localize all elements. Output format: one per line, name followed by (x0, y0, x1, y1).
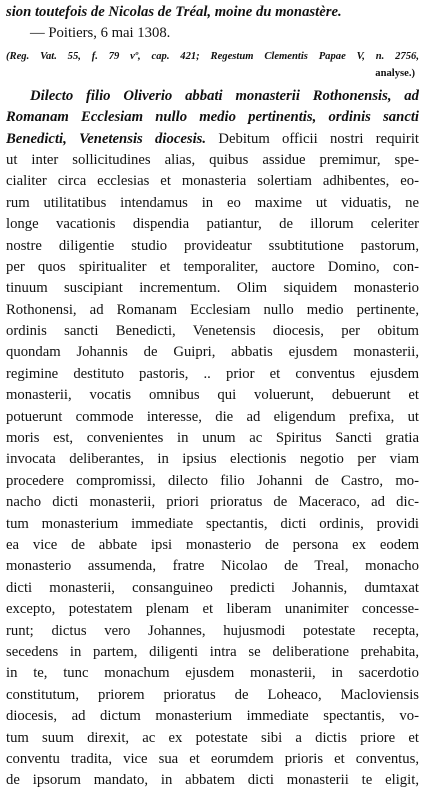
body-line: invocata deliberantes, in ipsius electionis negotio per viam (6, 451, 419, 468)
body-line: regimine destituto pastoris, .. prior et conventus ejusdem (6, 365, 419, 382)
body-line: monasterii, vocatis omnibus qui voluerunt, debuerunt et (6, 387, 419, 404)
body-line: procedere compromissi, dilecto filio Johanni de Castro, mo- (6, 472, 419, 489)
body-line: ut inter sollicitudines alias, quibus assidue premimur, spe- (6, 151, 419, 168)
body-line: conventu tradita, vice sua et eorumdem prioris et conventus, (6, 750, 419, 767)
body-line: Dilecto filio Oliverio abbati monasterii Rothonensis, ad (30, 87, 419, 104)
body-line: monasterio assumenda, fratre Nicolao de Treal, monacho (6, 558, 419, 575)
body-line: moris est, convenientes in unum ac Spiritus Sancti gratia (6, 430, 419, 447)
reference-line-1: (Reg. Vat. 55, f. 79 vº, cap. 421; Regestum Clementis Papae V, n. 2756, (6, 50, 419, 62)
heading-line-1: sion toutefois de Nicolas de Tréal, moine du monastère. (6, 4, 342, 20)
body-line: tinuum suscipiant incrementum. Olim siquidem monasterio (6, 280, 419, 297)
body-line: de ipsorum mandato, in abbatem dicti monasterii te eligit, (6, 772, 419, 789)
body-line: nostre diligentie studio provideatur ssubtitutione pastorum, (6, 237, 419, 254)
body-line: ordinis sancti Benedicti, Venetensis diocesis, per obitum (6, 323, 419, 340)
body-line: ea vice de abbate ipsi monasterio de persona ex eodem (6, 536, 419, 553)
body-line: tum monasterium immediate spectantis, dicti ordinis, providi (6, 515, 419, 532)
body-line: runt; dictus vero Johannes, hujusmodi potestate recepta, (6, 622, 419, 639)
body-line: potuerunt commode interesse, die ad eligendum prefixa, ut (6, 408, 419, 425)
body-line: cialiter circa ecclesias et monasteria solertiam adhibentes, eo- (6, 173, 419, 190)
body-line: in te, tunc monachum ejusdem monasterii, in sacerdotio (6, 665, 419, 682)
body-line: Romanam Ecclesiam nullo medio pertinentis, ordinis sancti (6, 109, 419, 126)
body-line: longe vacationis dispendia patiantur, de illorum celeriter (6, 216, 419, 233)
body-line: quondam Johannis de Guipri, abbatis ejusdem monasterii, (6, 344, 419, 361)
body-line: secedens in partem, diligenti intra se deliberatione prehabita, (6, 643, 419, 660)
body-line: excepto, potestatem plenam et liberam unanimiter concesse- (6, 601, 419, 618)
body-line: per quos spiritualiter et temporaliter, auctore Domino, con- (6, 258, 419, 275)
letter-body (6, 86, 419, 792)
body-line: tum suum direxit, ac ex potestate sibi a dictis priore et (6, 729, 419, 746)
body-line: diocesis, ad dictum monasterium immediate spectantis, vo- (6, 708, 419, 725)
body-line: nacho dicti monasterii, priori prioratus de Maceraco, ad dic- (6, 494, 419, 511)
heading-line-2: — Poitiers, 6 mai 1308. (30, 25, 171, 42)
body-line: dicti monasterii, consanguineo predicti Johannis, dumtaxat (6, 579, 419, 596)
body-line: Benedicti, Venetensis diocesis. Debitum officii nostri requirit (6, 130, 419, 147)
reference-line-2: analyse.) (375, 67, 415, 79)
body-line: constitutum, priorem prioratus de Loheaco, Macloviensis (6, 686, 419, 703)
body-line: rum utilitatibus intendamus in eo maxime ut viduatis, ne (6, 194, 419, 211)
body-line: Rothonensi, ad Romanam Ecclesiam nullo medio pertinente, (6, 301, 419, 318)
